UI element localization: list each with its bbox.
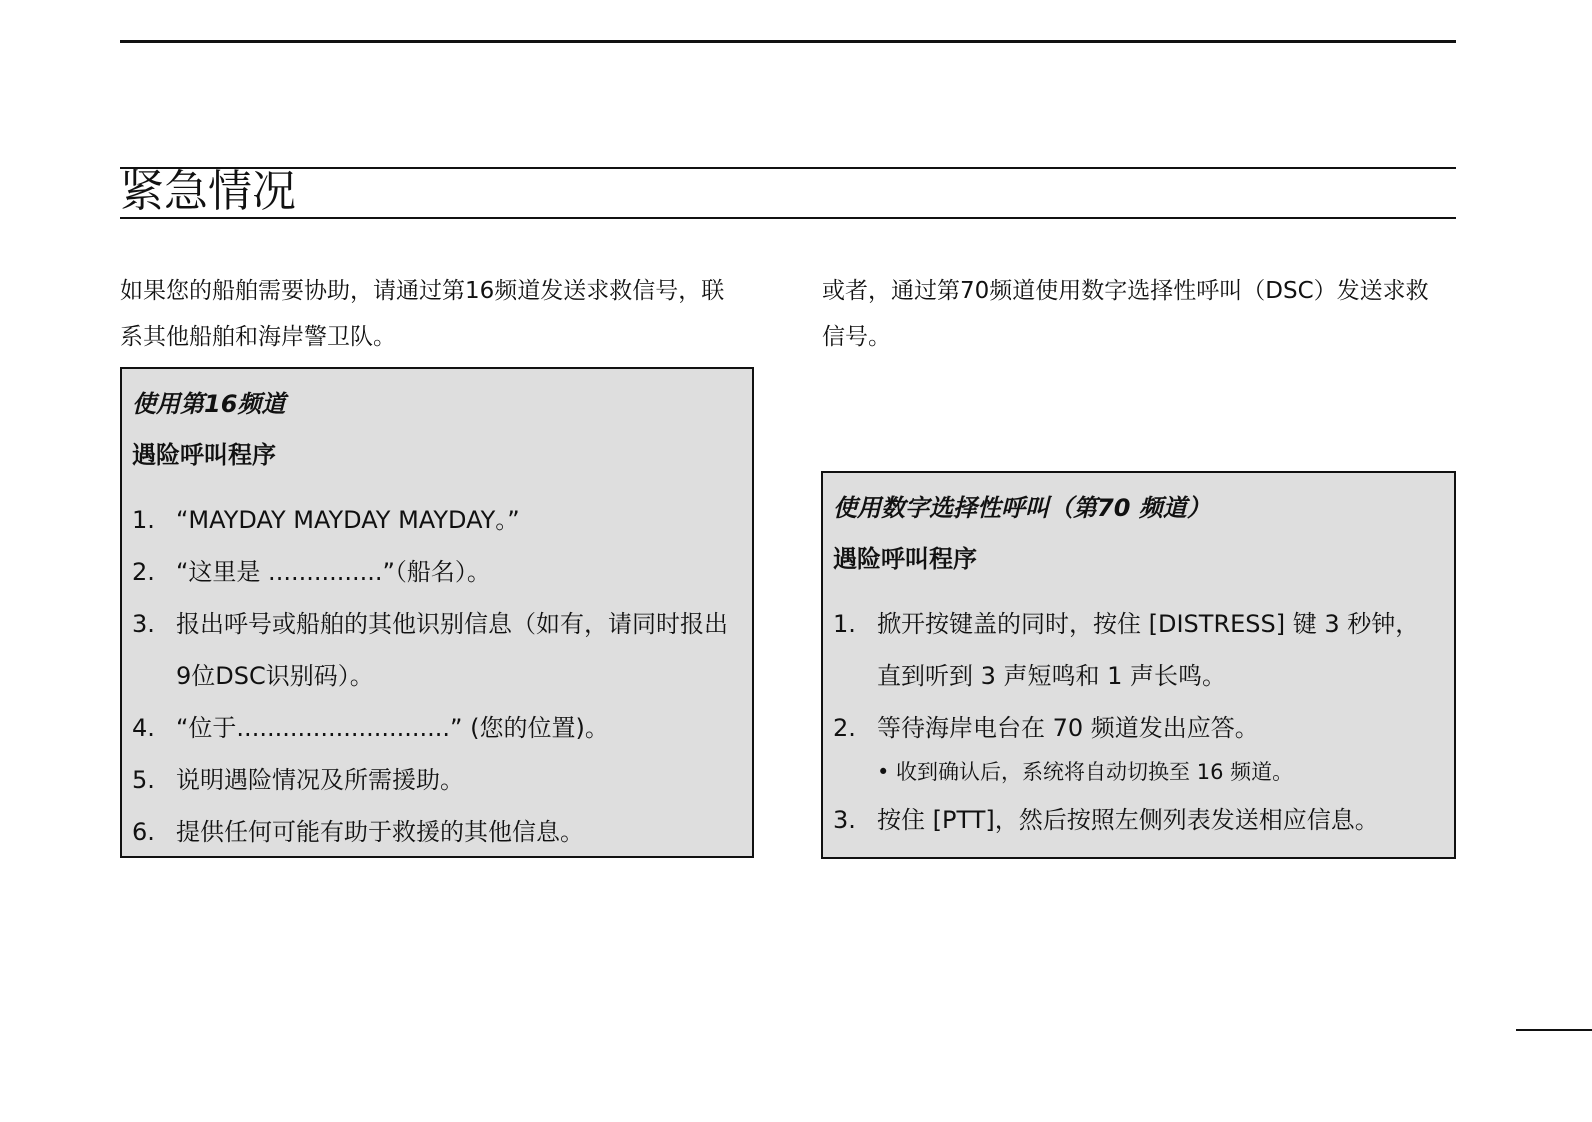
distress-procedure-heading: 遇险呼叫程序	[833, 545, 977, 573]
page-edge-mark	[1516, 1029, 1592, 1031]
list-item	[132, 494, 740, 546]
step-text: “位于............................” (您的位置)。	[176, 714, 609, 742]
channel16-steps-list	[132, 494, 740, 858]
list-item	[833, 794, 1442, 846]
section-title: 紧急情况	[120, 166, 296, 217]
channel16-procedure-box	[120, 367, 754, 858]
step-number: 3.	[833, 806, 856, 834]
step-text: 掀开按键盖的同时，按住 [DISTRESS] 键 3 秒钟，直到听到 3 声短鸣和 1 声长鸣。	[877, 610, 1420, 690]
step-number: 4.	[132, 714, 155, 742]
list-item	[132, 806, 740, 858]
step-number: 6.	[132, 818, 155, 846]
step-number: 2.	[132, 558, 155, 586]
step-text: “MAYDAY MAYDAY MAYDAY。”	[176, 506, 520, 534]
channel16-heading: 使用第16频道	[132, 390, 286, 418]
step-text: 提供任何可能有助于救援的其他信息。	[176, 818, 584, 846]
distress-procedure-heading: 遇险呼叫程序	[132, 441, 276, 469]
list-item	[132, 702, 740, 754]
list-item	[132, 546, 740, 598]
step-text: 按住 [PTT]，然后按照左侧列表发送相应信息。	[877, 806, 1379, 834]
step-text: 等待海岸电台在 70 频道发出应答。	[877, 714, 1259, 742]
intro-paragraph-left: 如果您的船舶需要协助，请通过第16频道发送求救信号，联系其他船舶和海岸警卫队。	[120, 278, 725, 350]
step-text: “这里是 ...............”（船名）。	[176, 558, 491, 586]
dsc-steps-list	[833, 598, 1442, 846]
intro-paragraph-right: 或者，通过第70频道使用数字选择性呼叫（DSC）发送求救信号。	[822, 278, 1429, 350]
step-text: 说明遇险情况及所需援助。	[176, 766, 464, 794]
list-item	[132, 598, 740, 702]
step-note: • 收到确认后，系统将自动切换至 16 频道。	[877, 760, 1294, 784]
title-rule-bottom	[120, 217, 1456, 219]
step-number: 5.	[132, 766, 155, 794]
dsc-heading: 使用数字选择性呼叫（第70 频道）	[833, 494, 1211, 522]
dsc-procedure-box	[821, 471, 1456, 859]
step-text: 报出呼号或船舶的其他识别信息（如有，请同时报出9位DSC识别码）。	[176, 610, 728, 690]
step-number: 2.	[833, 714, 856, 742]
list-item	[132, 754, 740, 806]
step-number: 1.	[833, 610, 856, 638]
step-number: 3.	[132, 610, 155, 638]
list-item	[833, 598, 1442, 702]
step-number: 1.	[132, 506, 155, 534]
list-item	[833, 702, 1442, 754]
title-rule-top	[120, 167, 1456, 169]
header-rule	[120, 40, 1456, 43]
